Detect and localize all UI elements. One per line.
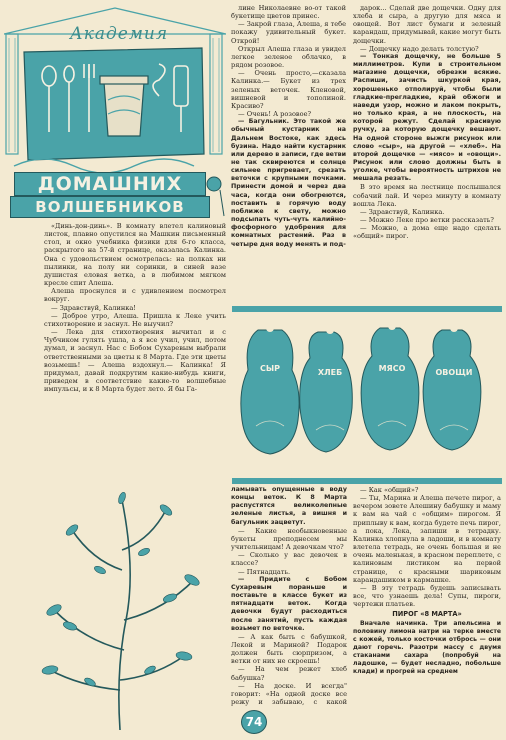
paragraph: дарок... Сделай две дощечки. Одну для хлеба и сыра, а другую для мяса и овощей. Вот лист бумаги и зеленый карандаш, придумывай, какие могут быть дощечки.	[353, 4, 501, 45]
header-title-line1: ДОМАШНИХ	[14, 172, 206, 196]
column-3-bottom	[353, 486, 501, 736]
paragraph: — Очень просто,—сказала Калинка.— Букет из трех зеленых веточек. Кленовой, вишневой и тополиной. Красиво?	[231, 69, 346, 110]
column-1-top	[44, 222, 226, 470]
page-number: 74	[241, 710, 267, 734]
paragraph: — На чем режет хлеб бабушка?	[231, 665, 347, 682]
header-title-line2: ВОЛШЕБНИКОВ	[10, 196, 210, 218]
paragraph: — Дощечку надо делать толстую?	[360, 44, 479, 53]
paragraph: — Здравствуй, Калинка!	[51, 303, 136, 312]
branch-illustration	[20, 470, 220, 732]
paragraph: — Закрой глаза, Алеша, я тебе покажу удивительный букет. Открой!	[231, 20, 346, 45]
paragraph: — Можно, а дома еще надо сделать «общий» пирог.	[353, 224, 501, 241]
paragraph: «Динь-дон-динь». В комнату влетел калиновый листок, плавно опустился на Машкин письменный стол, и окно учебника физики для 6-го класса, раскрытого на 57-й странице, оказалась Калинка. Она с удовольствием осмотрелась: на полках ни пылинки, на полу ни соринки, в синей вазе душистая еловая ветка, а в любимом мягком кресле спит Алеша.	[44, 222, 226, 288]
paragraph: — Доброе утро, Алеша. Пришла к Леке учить стихотворение и заснул. Не выучил?	[44, 311, 226, 328]
column-3-top	[353, 4, 501, 304]
board-label-bread: ХЛЕБ	[317, 368, 343, 377]
paragraph: — Сколько у вас девочек в классе?	[231, 551, 347, 568]
paragraph: — А как быть с бабушкой, Лекой и Мариной? Подарок должен быть сюрпризом, а ветки от них не скроешь!	[231, 632, 347, 666]
paragraph: лине Николаевне во-от такой букетище цветов принес.	[231, 4, 346, 21]
paragraph: — Очень! А розовое?	[238, 110, 312, 119]
paragraph: — Ты, Марина и Алеша печете пирог, а вечером зовете Алешину бабушку и маму к вам на чай с «общим» пирогом. Я приплыву к вам, когда будете печь пирог, а пока, Лека, запиши в тетрадку. Калинка хлопнула в ладоши, и в комнату влетела тетрадь, не очень большая и не очень маленькая, в красном переплете, с калиновым листиком на первой странице, с красными шариковым карандашиком в кармашке.	[353, 494, 501, 584]
board-label-vegetables: ОВОЩИ	[435, 368, 473, 377]
paragraph: — Можно Леке про ветки рассказать?	[360, 216, 494, 225]
paragraph: — Какие необыкновенные букеты преподнесем мы учительницам! А девочкам что?	[231, 526, 347, 552]
paragraph: — Как «общий»?	[360, 486, 419, 494]
cutting-boards-illustration	[232, 306, 502, 484]
boards-drawing	[232, 306, 502, 484]
header-illustration	[4, 4, 226, 220]
paragraph: — Тонкая дощечку, не больше 5 миллиметров. Купи в строительном магазине дощечки, обрезки всякие. Распиши, зачисть шкуркой края, хорошенько отполируй, чтобы были гладкие-прегладкие, край обжоги и наведи узор, можно и лаком покрыть, но только края, а не плоскость, на которой режут. Сделай красивую ручку, за которую дощечку вешают. На одной стороне выжги рисунок или слово «сыр», на другой — «хлеб». На второй дощечке — «мясо» и «овощи». Рисунок или слово должны быть в уголке, чтобы вероятность штрихов не мешала резать.	[353, 52, 501, 183]
paragraph: — Лека для стихотворения вычитал и с Чубчиком гулять ушла, а я все учил, учил, потом думал, и заснул. Нас с Бобом Сухаревым выбрали ответственными за цветы к 8 Марта. Где эти цветы возьмешь! — Алеша вздохнул.— Калинка! Я придумал, давай подкрутим какие-нибудь книги, приведем в соответствие какие-то волшебные импульсы, и к 8 Марта будет лето. Я бы Га-	[44, 328, 226, 394]
board-label-cheese: СЫР	[259, 364, 281, 373]
paragraph: Алеша проснулся и с удивлением посмотрел вокруг.	[44, 287, 226, 304]
recipe-text: Вначале начинка. Три апельсина и половину лимона натри на терке вместе с кожей, только косточки отбрось — они дают горечь. Разотри массу с двумя стаканами сахара (попробуй на ладошке, — будет несладно, побольше клади) и прогрей на среднем	[353, 619, 501, 676]
recipe-title: ПИРОГ «8 МАРТА»	[392, 610, 462, 619]
paragraph: — В эту тетрадь будешь записывать все, что узнаешь дела! Супы, пироги, чертежи платьев.	[353, 583, 501, 609]
paragraph: — Здравствуй, Калинка.	[360, 207, 445, 216]
paragraph: — Придите с Бобом Сухаревым пораньше и поставьте в классе букет из пятнадцати веток. Когда девочки будут расходиться после занятий, пусть каждая возьмет по веточке.	[231, 575, 347, 632]
paragraph: В это время на лестнице послышался собачий лай. И через минуту в комнату вошла Лека.	[353, 183, 501, 208]
paragraph: — Пятнадцать.	[238, 567, 291, 576]
column-2-bottom	[231, 486, 347, 706]
paragraph: — На доске. И всегда" говорит: «На одной доске все режу и забываю, с какой	[231, 681, 347, 706]
board-label-meat: МЯСО	[378, 364, 406, 373]
paragraph: — Багульник. Это такой же обычный кустарник на Дальнем Востоке, как здесь бузина. Надо найти кустарник или дерево в записи, где ветви не так сквиреются и солнце сильнее пригревает, срезать веточки с крупными почками. Принести домой и через два часа, когда они обогреются, поставить в горячую воду поближе к свету, можно подсыпать чуть-чуть калийно-фосфорного удобрения для комнатных растений. Раз в четыре дня воду менять и под-	[231, 118, 346, 248]
header-top-word: Академия	[69, 24, 169, 44]
paragraph: ламывать опущенные в воду концы веток. К 8 Марта распустятся великолепные зеленые листья, а вишня и багульник зацветут.	[231, 486, 347, 526]
column-2-top	[231, 4, 346, 304]
paragraph: Открыл Алеша глаза и увидел легкое зеленое облачко, в рядом розовое.	[231, 44, 346, 70]
